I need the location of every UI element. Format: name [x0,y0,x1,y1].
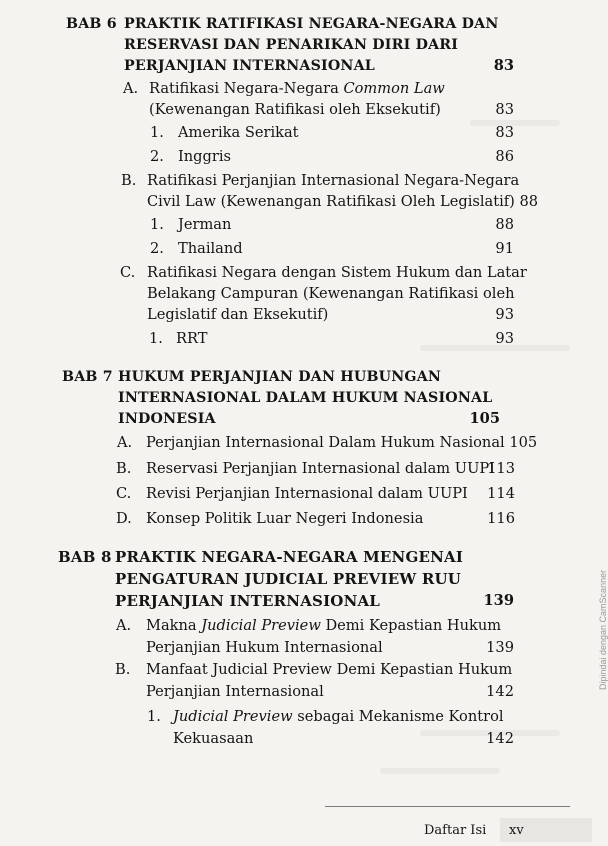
item-number: 2. [150,240,164,257]
item-title: Amerika Serikat [178,124,299,141]
section-title: Perjanjian Internasional [146,683,324,700]
section-title: Belakang Campuran (Kewenangan Ratifikasi oleh [147,285,515,302]
item-page-number: 93 [495,330,514,347]
item-page-number: 86 [495,148,514,165]
chapter-title-line: INTERNASIONAL DALAM HUKUM NASIONAL [118,390,493,406]
chapter-title-line: HUKUM PERJANJIAN DAN HUBUNGAN [118,369,442,385]
section-letter: C. [120,264,136,281]
section-title: Ratifikasi Negara dengan Sistem Hukum dan Latar [147,264,527,281]
section-letter: B. [116,460,132,477]
item-title: Thailand [178,240,243,257]
section-title: Perjanjian Internasional Dalam Hukum Nasional 105 [146,434,538,451]
footer-section-label: Daftar Isi [424,823,487,838]
item-title: Kekuasaan [173,730,254,747]
chapter-page-number: 105 [469,410,500,427]
footer-rule [325,806,570,807]
chapter-title-line: INDONESIA [118,411,216,427]
section-title: Makna Judicial Preview Demi Kepastian Hukum [146,617,502,634]
section-letter: B. [115,661,131,678]
chapter-label: BAB 8 [58,548,112,566]
item-page-number: 91 [495,240,514,257]
item-page-number: 142 [486,730,514,747]
section-letter: C. [116,485,132,502]
chapter-title-line: PRAKTIK NEGARA-NEGARA MENGENAI [115,548,464,566]
section-title: Reservasi Perjanjian Internasional dalam UUPI [146,460,495,477]
section-letter: A. [116,617,132,634]
section-title: Legislatif dan Eksekutif) [147,306,329,323]
section-title: Manfaat Judicial Preview Demi Kepastian Hukum [146,661,513,678]
item-number: 2. [150,148,164,165]
section-title: Revisi Perjanjian Internasional dalam UUPI [146,485,468,502]
item-number: 1. [149,330,163,347]
chapter-title-line: RESERVASI DAN PENARIKAN DIRI DARI [124,37,459,53]
item-title: RRT [176,330,208,347]
chapter-title-line: PERJANJIAN INTERNASIONAL [115,592,381,610]
section-title: Konsep Politik Luar Negeri Indonesia [146,510,424,527]
section-title: Perjanjian Hukum Internasional [146,639,383,656]
section-page-number: 93 [495,306,514,323]
chapter-page-number: 83 [493,57,514,74]
section-title: Civil Law (Kewenangan Ratifikasi Oleh Legislatif) 88 [147,193,539,210]
bleed-through-mark [380,768,500,774]
item-number: 1. [150,124,164,141]
chapter-title-line: PENGATURAN JUDICIAL PREVIEW RUU [115,570,462,588]
footer-page-number: xv [509,823,524,838]
section-page-number: 113 [487,460,515,477]
section-page-number: 114 [487,485,515,502]
chapter-page-number: 139 [483,592,514,609]
section-letter: D. [116,510,132,527]
item-title: Jerman [178,216,232,233]
chapter-label: BAB 7 [62,369,113,385]
section-title: Ratifikasi Negara-Negara Common Law [149,80,445,97]
section-letter: A. [117,434,133,451]
section-page-number: 83 [495,101,514,118]
section-letter: A. [123,80,139,97]
item-page-number: 88 [495,216,514,233]
item-number: 1. [150,216,164,233]
chapter-title-line: PRAKTIK RATIFIKASI NEGARA-NEGARA DAN [124,16,499,32]
item-title: Inggris [178,148,231,165]
section-letter: B. [121,172,137,189]
item-title: Judicial Preview sebagai Mekanisme Kontrol [173,708,504,725]
section-page-number: 142 [486,683,514,700]
section-page-number: 116 [487,510,515,527]
section-title: (Kewenangan Ratifikasi oleh Eksekutif) [149,101,441,118]
item-page-number: 83 [495,124,514,141]
section-title: Ratifikasi Perjanjian Internasional Negara-Negara [147,172,520,189]
chapter-label: BAB 6 [66,16,117,32]
section-page-number: 139 [486,639,514,656]
chapter-title-line: PERJANJIAN INTERNASIONAL [124,58,375,74]
item-number: 1. [147,708,161,725]
scanner-watermark: Dipindai dengan CamScanner [598,569,608,690]
